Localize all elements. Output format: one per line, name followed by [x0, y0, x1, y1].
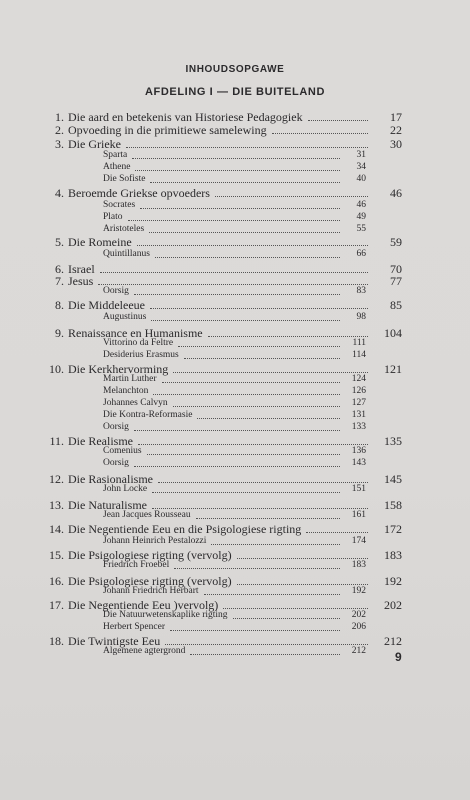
leader-dots: [233, 618, 340, 619]
entry-title: Die Twintigste Eeu: [68, 634, 161, 648]
entry-title: Desiderius Erasmus: [103, 350, 179, 360]
leader-dots: [173, 406, 340, 407]
leader-dots: [126, 147, 368, 148]
leader-dots: [98, 284, 368, 285]
leader-dots: [190, 654, 340, 655]
entry-page: 59: [390, 235, 402, 249]
leader-dots: [196, 518, 340, 519]
entry-title: Oorsig: [103, 422, 129, 432]
entry-page: 183: [384, 548, 402, 562]
entry-number: 9.: [55, 326, 64, 340]
entry-title: Jesus: [68, 274, 94, 288]
leader-dots: [150, 308, 368, 309]
entry-title: Aristoteles: [103, 224, 145, 234]
entry-number: 1.: [55, 110, 64, 124]
toc-subentry: [0, 410, 470, 421]
entry-page: 192: [384, 574, 402, 588]
toc-subentry: [0, 386, 470, 397]
leader-dots: [204, 594, 340, 595]
leader-dots: [162, 382, 340, 383]
entry-page: 143: [351, 458, 366, 468]
entry-page: 183: [351, 560, 366, 570]
entry-title: Renaissance en Humanisme: [68, 326, 203, 340]
toc-entry: [0, 110, 470, 124]
toc-subentry: [0, 398, 470, 409]
entry-number: 6.: [55, 262, 64, 276]
toc-subentry: [0, 586, 470, 597]
toc-subentry: [0, 312, 470, 323]
entry-title: Die Psigologiese rigting (vervolg): [68, 574, 232, 588]
toc-subentry: [0, 422, 470, 433]
leader-dots: [152, 492, 340, 493]
entry-title: Johannes Calvyn: [103, 398, 168, 408]
entry-title: Melanchton: [103, 386, 149, 396]
entry-page: 31: [356, 150, 366, 160]
toc-entry: [0, 522, 470, 536]
entry-page: 212: [351, 646, 366, 656]
entry-page: 161: [351, 510, 366, 520]
entry-title: Die Sofiste: [103, 174, 146, 184]
leader-dots: [211, 544, 340, 545]
leader-dots: [308, 120, 368, 121]
toc-entry: [0, 123, 470, 137]
leader-dots: [178, 346, 340, 347]
entry-number: 10.: [49, 362, 64, 376]
entry-page: 202: [384, 598, 402, 612]
entry-number: 18.: [49, 634, 64, 648]
entry-title: Herbert Spencer: [103, 622, 165, 632]
entry-page: 202: [351, 610, 366, 620]
entry-title: Die aard en betekenis van Historiese Pedagogiek: [68, 110, 303, 124]
entry-title: Johann Friedrich Herbart: [103, 586, 199, 596]
entry-page: 34: [356, 162, 366, 172]
entry-page: 126: [351, 386, 366, 396]
entry-title: Algemene agtergrond: [103, 646, 186, 656]
entry-page: 98: [356, 312, 366, 322]
leader-dots: [137, 245, 368, 246]
leader-dots: [100, 272, 368, 273]
entry-page: 30: [390, 137, 402, 151]
entry-title: Die Negentiende Eeu en die Psigologiese rigting: [68, 522, 302, 536]
entry-title: Johann Heinrich Pestalozzi: [103, 536, 207, 546]
entry-title: Die Rasionalisme: [68, 472, 153, 486]
entry-page: 55: [356, 224, 366, 234]
entry-title: Israel: [68, 262, 95, 276]
leader-dots: [135, 170, 340, 171]
entry-page: 46: [356, 200, 366, 210]
entry-number: 3.: [55, 137, 64, 151]
leader-dots: [174, 568, 340, 569]
entry-title: Plato: [103, 212, 123, 222]
entry-number: 14.: [49, 522, 64, 536]
toc-subentry: [0, 338, 470, 349]
entry-title: Jean Jacques Rousseau: [103, 510, 191, 520]
entry-page: 206: [351, 622, 366, 632]
entry-title: Martin Luther: [103, 374, 157, 384]
entry-number: 8.: [55, 298, 64, 312]
leader-dots: [215, 196, 368, 197]
entry-title: Vittorino da Feltre: [103, 338, 174, 348]
entry-title: Sparta: [103, 150, 128, 160]
entry-title: Die Psigologiese rigting (vervolg): [68, 548, 232, 562]
entry-number: 2.: [55, 123, 64, 137]
leader-dots: [272, 133, 368, 134]
entry-title: Die Negentiende Eeu )vervolg): [68, 598, 219, 612]
entry-number: 12.: [49, 472, 64, 486]
entry-page: 49: [356, 212, 366, 222]
entry-title: Oorsig: [103, 286, 129, 296]
leader-dots: [134, 466, 340, 467]
page-number: 9: [395, 650, 402, 664]
toc-subentry: [0, 622, 470, 633]
leader-dots: [150, 182, 340, 183]
entry-page: 158: [384, 498, 402, 512]
toc-subentry: [0, 446, 470, 457]
leader-dots: [208, 336, 368, 337]
entry-title: Friedrich Froebel: [103, 560, 170, 570]
toc-subentry: [0, 484, 470, 495]
entry-title: Beroemde Griekse opvoeders: [68, 186, 210, 200]
entry-title: Die Romeine: [68, 235, 132, 249]
toc-subentry: [0, 200, 470, 211]
leader-dots: [138, 444, 368, 445]
entry-page: 172: [384, 522, 402, 536]
entry-page: 192: [351, 586, 366, 596]
entry-page: 83: [356, 286, 366, 296]
leader-dots: [223, 608, 368, 609]
entry-title: Athene: [103, 162, 131, 172]
entry-page: 212: [384, 634, 402, 648]
contents-heading: INHOUDSOPGAWE: [185, 64, 285, 75]
entry-title: Augustinus: [103, 312, 147, 322]
toc-subentry: [0, 174, 470, 185]
entry-title: Comenius: [103, 446, 142, 456]
toc-subentry: [0, 224, 470, 235]
entry-page: 133: [351, 422, 366, 432]
entry-number: 7.: [55, 274, 64, 288]
entry-page: 174: [351, 536, 366, 546]
entry-page: 85: [390, 298, 402, 312]
toc-subentry: [0, 212, 470, 223]
entry-page: 17: [390, 110, 402, 124]
leader-dots: [173, 372, 368, 373]
entry-page: 151: [351, 484, 366, 494]
toc-subentry: [0, 610, 470, 621]
entry-title: Oorsig: [103, 458, 129, 468]
toc-subentry: [0, 286, 470, 297]
leader-dots: [155, 257, 340, 258]
entry-page: 70: [390, 262, 402, 276]
section-heading: AFDELING I — DIE BUITELAND: [145, 86, 325, 98]
leader-dots: [170, 630, 340, 631]
leader-dots: [128, 220, 340, 221]
leader-dots: [153, 394, 340, 395]
entry-number: 16.: [49, 574, 64, 588]
entry-title: John Locke: [103, 484, 148, 494]
toc-entry: [0, 235, 470, 249]
entry-page: 131: [351, 410, 366, 420]
leader-dots: [140, 208, 340, 209]
leader-dots: [237, 584, 368, 585]
leader-dots: [134, 294, 340, 295]
entry-page: 121: [384, 362, 402, 376]
entry-title: Opvoeding in die primitiewe samelewing: [68, 123, 267, 137]
entry-page: 135: [384, 434, 402, 448]
leader-dots: [132, 158, 340, 159]
toc-subentry: [0, 350, 470, 361]
leader-dots: [151, 320, 340, 321]
toc-subentry: [0, 150, 470, 161]
entry-page: 22: [390, 123, 402, 137]
leader-dots: [306, 532, 368, 533]
leader-dots: [165, 644, 368, 645]
toc-subentry: [0, 162, 470, 173]
entry-title: Die Middeleeue: [68, 298, 145, 312]
toc-subentry: [0, 458, 470, 469]
leader-dots: [134, 430, 340, 431]
entry-title: Die Grieke: [68, 137, 121, 151]
entry-title: Die Realisme: [68, 434, 133, 448]
entry-title: Die Kerkhervorming: [68, 362, 169, 376]
entry-number: 11.: [49, 434, 64, 448]
toc-entry: [0, 137, 470, 151]
entry-number: 15.: [49, 548, 64, 562]
leader-dots: [237, 558, 368, 559]
entry-page: 124: [351, 374, 366, 384]
entry-title: Quintillanus: [103, 249, 150, 259]
entry-page: 111: [352, 338, 366, 348]
toc-entry: [0, 186, 470, 200]
entry-title: Die Natuurwetenskaplike rigting: [103, 610, 228, 620]
leader-dots: [158, 482, 368, 483]
toc-subentry: [0, 249, 470, 260]
toc-subentry: [0, 510, 470, 521]
toc-entry: [0, 298, 470, 312]
entry-title: Die Kontra-Reformasie: [103, 410, 193, 420]
leader-dots: [147, 454, 340, 455]
toc-subentry: [0, 560, 470, 571]
entry-page: 40: [356, 174, 366, 184]
toc-subentry: [0, 374, 470, 385]
entry-title: Die Naturalisme: [68, 498, 147, 512]
entry-page: 136: [351, 446, 366, 456]
entry-number: 17.: [49, 598, 64, 612]
leader-dots: [149, 232, 340, 233]
entry-page: 104: [384, 326, 402, 340]
leader-dots: [184, 358, 340, 359]
entry-number: 4.: [55, 186, 64, 200]
entry-page: 46: [390, 186, 402, 200]
entry-page: 127: [351, 398, 366, 408]
entry-page: 145: [384, 472, 402, 486]
leader-dots: [197, 418, 340, 419]
entry-page: 66: [356, 249, 366, 259]
entry-page: 114: [352, 350, 366, 360]
entry-number: 13.: [49, 498, 64, 512]
leader-dots: [152, 508, 368, 509]
entry-title: Socrates: [103, 200, 136, 210]
entry-page: 77: [390, 274, 402, 288]
entry-number: 5.: [55, 235, 64, 249]
toc-subentry: [0, 536, 470, 547]
